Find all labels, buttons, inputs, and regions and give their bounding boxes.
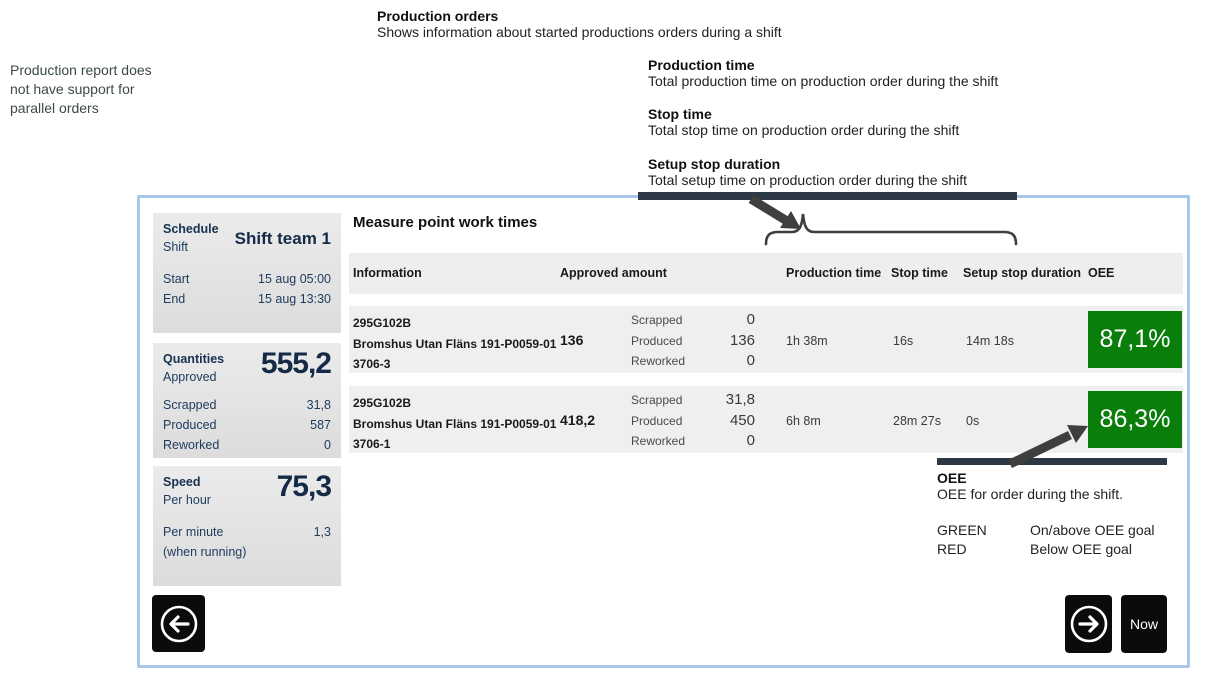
setup-stop-value: 0s [966, 414, 980, 428]
qty-reworked-value: 0 [746, 432, 755, 449]
annotation-underline-bar [638, 192, 1017, 200]
production-orders-desc: Shows information about started productions orders during a shift [377, 24, 782, 40]
quantity-breakdown [631, 390, 755, 452]
legend-red-meaning: Below OEE goal [1030, 541, 1132, 557]
production-orders-annotation [377, 8, 782, 40]
order-number: 3706-1 [353, 437, 391, 451]
note-line: parallel orders [10, 100, 99, 116]
schedule-subtitle: Shift [163, 240, 189, 254]
now-button[interactable]: Now [1121, 595, 1167, 653]
qty-scrapped-label: Scrapped [631, 393, 683, 407]
approved-amount: 136 [560, 332, 584, 348]
production-time-title: Production time [648, 57, 755, 73]
reworked-row [163, 435, 331, 455]
approved-quantity: 555,2 [260, 347, 331, 380]
table-row [349, 306, 1183, 373]
schedule-start-row [163, 269, 331, 289]
schedule-end-row [163, 289, 331, 309]
order-info [353, 313, 556, 375]
qty-produced-value: 450 [729, 411, 755, 429]
quantity-breakdown [631, 310, 755, 372]
production-time-value: 1h 38m [786, 334, 828, 348]
col-approved: Approved amount [560, 266, 667, 280]
qty-reworked-label: Reworked [631, 434, 686, 448]
legend-green-meaning: On/above OEE goal [1030, 522, 1155, 538]
schedule-card [153, 213, 341, 333]
when-running-label: (when running) [163, 545, 247, 559]
back-icon [158, 603, 200, 645]
note-line: not have support for [10, 81, 135, 97]
end-label: End [163, 292, 186, 306]
scrapped-value: 31,8 [306, 398, 331, 412]
forward-button[interactable] [1065, 595, 1112, 653]
stop-time-value: 16s [893, 334, 914, 348]
end-value: 15 aug 13:30 [258, 292, 331, 306]
setup-stop-annotation [648, 156, 967, 188]
produced-value: 587 [310, 418, 331, 432]
order-id: 295G102B [353, 396, 412, 410]
qty-produced-label: Produced [631, 333, 683, 348]
reworked-value: 0 [324, 438, 331, 452]
oee-annotation-desc: OEE for order during the shift. [937, 486, 1123, 502]
order-id: 295G102B [353, 316, 412, 330]
oee-badge: 86,3% [1088, 391, 1182, 448]
setup-stop-title: Setup stop duration [648, 156, 781, 172]
oee-annotation-title: OEE [937, 470, 967, 486]
speed-subtitle: Per hour [163, 493, 211, 507]
stop-time-value: 28m 27s [893, 414, 941, 428]
per-minute-value: 1,3 [313, 525, 331, 539]
scrapped-label: Scrapped [163, 398, 217, 412]
when-running-row [163, 542, 331, 562]
legend-green-label: GREEN [937, 522, 987, 538]
sidebar [153, 198, 341, 586]
legend-red-label: RED [937, 541, 967, 557]
qty-scrapped-value: 0 [746, 311, 755, 328]
order-description: Bromshus Utan Fläns 191-P0059-01 [353, 336, 557, 351]
curly-brace-icon [764, 210, 1020, 246]
production-time-annotation [648, 57, 998, 89]
stop-time-annotation [648, 106, 959, 138]
quantities-title: Quantities [163, 352, 225, 366]
stop-time-title: Stop time [648, 106, 712, 122]
forward-icon [1068, 603, 1110, 645]
approved-amount: 418,2 [560, 412, 596, 428]
produced-row [163, 415, 331, 435]
production-time-desc: Total production time on production order during the shift [648, 73, 999, 89]
qty-reworked-value: 0 [746, 352, 755, 369]
stop-time-desc: Total stop time on production order during the shift [648, 122, 960, 138]
shift-name: Shift team 1 [234, 229, 331, 248]
schedule-title: Schedule [163, 222, 219, 236]
per-hour-value: 75,3 [276, 470, 331, 503]
quantities-card [153, 343, 341, 458]
qty-scrapped-value: 31,8 [725, 391, 755, 408]
table-title: Measure point work times [353, 214, 538, 231]
col-oee: OEE [1088, 266, 1115, 280]
col-information: Information [353, 266, 422, 280]
production-time-value: 6h 8m [786, 414, 821, 428]
oee-legend-green [937, 521, 1155, 540]
per-minute-row [163, 522, 331, 542]
table-header [349, 253, 1183, 294]
parallel-orders-note [10, 61, 152, 118]
oee-legend-red [937, 540, 1155, 559]
back-button[interactable] [152, 595, 205, 652]
order-number: 3706-3 [353, 357, 391, 371]
qty-reworked-label: Reworked [631, 354, 686, 368]
oee-annotation [937, 470, 1155, 559]
speed-title: Speed [163, 475, 201, 489]
speed-card [153, 466, 341, 586]
order-description: Bromshus Utan Fläns 191-P0059-01 [353, 416, 557, 431]
produced-label: Produced [163, 418, 217, 432]
qty-produced-label: Produced [631, 413, 683, 428]
setup-stop-desc: Total setup time on production order during the shift [648, 172, 968, 188]
quantities-subtitle: Approved [163, 370, 217, 384]
note-line: Production report does [10, 62, 152, 78]
start-label: Start [163, 272, 190, 286]
col-production-time: Production time [786, 266, 882, 280]
production-orders-title: Production orders [377, 8, 499, 24]
start-value: 15 aug 05:00 [258, 272, 331, 286]
setup-stop-value: 14m 18s [966, 334, 1014, 348]
qty-scrapped-label: Scrapped [631, 313, 683, 327]
per-minute-label: Per minute [163, 525, 224, 539]
qty-produced-value: 136 [729, 331, 755, 349]
col-setup-stop: Setup stop duration [963, 266, 1082, 280]
up-right-arrow-icon [1000, 412, 1096, 470]
scrapped-row [163, 395, 331, 415]
reworked-label: Reworked [163, 438, 220, 452]
col-stop-time: Stop time [891, 266, 948, 280]
oee-badge: 87,1% [1088, 311, 1182, 368]
order-info [353, 393, 556, 455]
